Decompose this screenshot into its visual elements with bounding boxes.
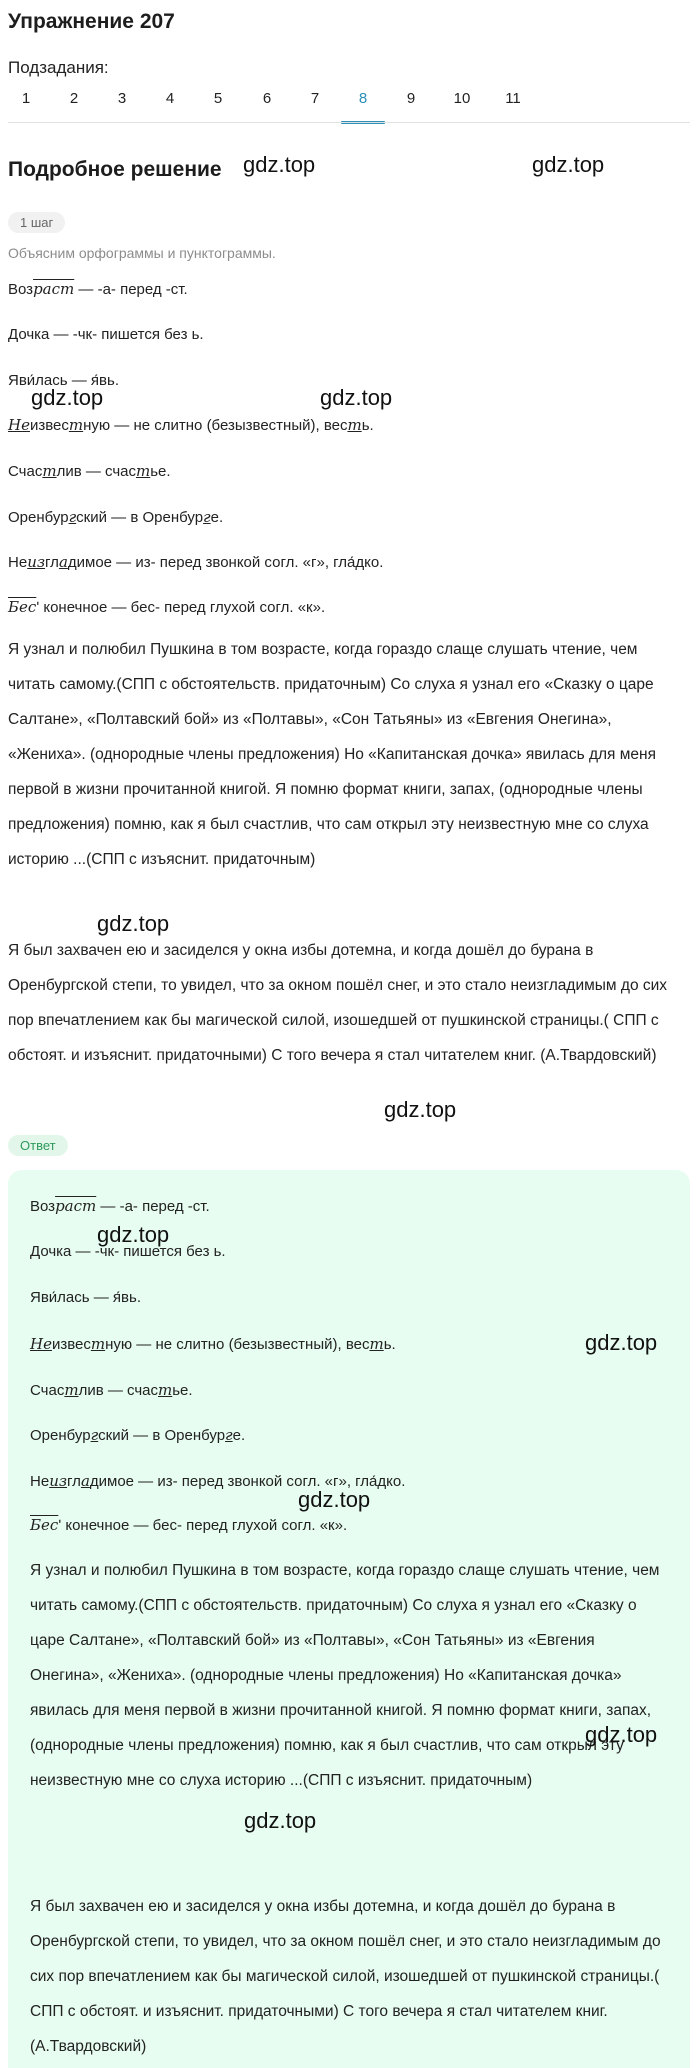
rule-line: Бесʹ конечное — бес- перед глухой согл. «к».	[30, 1516, 348, 1534]
rule-line: Оренбургский — в Оренбурге.	[8, 508, 224, 526]
rule-line: Дочка — -чк- пишется без ь.	[8, 326, 204, 343]
tab-4[interactable]: 4	[165, 90, 175, 107]
rule-line: Неизвестную — не слитно (безызвестный), весть.	[8, 416, 374, 434]
tabs-divider	[8, 122, 690, 123]
tab-6[interactable]: 6	[262, 90, 272, 107]
watermark: gdz.top	[384, 1097, 457, 1122]
rule-line: Оренбургский — в Оренбурге.	[30, 1426, 246, 1444]
rule-line: Счастлив — счастье.	[30, 1381, 193, 1399]
page-title: Упражнение 207	[8, 10, 175, 33]
watermark: gdz.top	[97, 911, 170, 936]
solution-note: Объясним орфограммы и пунктограммы.	[8, 245, 276, 261]
watermark: gdz.top	[585, 1722, 658, 1747]
tab-11[interactable]: 11	[505, 90, 521, 107]
solution-paragraph: Я был захвачен ею и засиделся у окна избы дотемна, и когда дошёл до бурана в Оренбургской степи, то увидел, что за окном пошёл снег, и это стало неизгладимым до сих пор впечатлением как бы магической силой, изошедшей от пушкинской страницы.( СПП с обстоят. и изъяснит. придаточными) С того вечера я стал читателем книг. (А.Твардовский)	[8, 942, 668, 1064]
solution-title: Подробное решение	[8, 158, 222, 181]
solution-paragraph: Я узнал и полюбил Пушкина в том возрасте, когда гораздо слаще слушать чтение, чем читать самому.(СПП с обстоятельств. придаточным) Со слуха я узнал его «Сказку о царе Салтане», «Полтавский бой» из «Полтавы», «Сон Татьяны» из «Евгения Онегина», «Жениха». (однородные члены предложения) Но «Капитанская дочка» явилась для меня первой в жизни прочитанной книгой. Я помню формат книги, запах, (однородные члены предложения) помню, как я был счастлив, что сам открыл эту неизвестную мне со слуха историю ...(СПП с изъяснит. придаточным)	[8, 641, 656, 868]
rule-line: Неизгладимое — из- перед звонкой согл. «г», гла́дко.	[8, 553, 384, 571]
tab-1[interactable]: 1	[21, 90, 31, 107]
watermark: gdz.top	[244, 1808, 317, 1833]
tab-7[interactable]: 7	[310, 90, 320, 107]
watermark: gdz.top	[585, 1330, 658, 1355]
rule-line: Яви́лась — я́вь.	[8, 372, 119, 389]
watermark: gdz.top	[97, 1222, 170, 1247]
rule-line: Неизгладимое — из- перед звонкой согл. «г», гла́дко.	[30, 1472, 406, 1490]
watermark: gdz.top	[298, 1487, 371, 1512]
watermark: gdz.top	[532, 152, 605, 177]
tab-9[interactable]: 9	[406, 90, 416, 107]
rule-line: Счастлив — счастье.	[8, 462, 171, 480]
rule-line: Неизвестную — не слитно (безызвестный), весть.	[30, 1335, 396, 1353]
watermark: gdz.top	[320, 385, 393, 410]
rule-line: Возраст — -а- перед -ст.	[30, 1197, 210, 1215]
step-badge: 1 шаг	[8, 212, 65, 233]
rule-line: Дочка — -чк- пишется без ь.	[30, 1243, 226, 1260]
tab-2[interactable]: 2	[69, 90, 79, 107]
rule-line: Возраст — -а- перед -ст.	[8, 280, 188, 298]
watermark: gdz.top	[243, 152, 316, 177]
answer-badge: Ответ	[8, 1135, 68, 1156]
answer-paragraph: Я узнал и полюбил Пушкина в том возрасте, когда гораздо слаще слушать чтение, чем читать самому.(СПП с обстоятельств. придаточным) Со слуха я узнал его «Сказку о царе Салтане», «Полтавский бой» из «Полтавы», «Сон Татьяны» из «Евгения Онегина», «Жениха». (однородные члены предложения) Но «Капитанская дочка» явилась для меня первой в жизни прочитанной книгой. Я помню формат книги, запах, (однородные члены предложения) помню, как я был счастлив, что сам открыл эту неизвестную мне со слуха историю ...(СПП с изъяснит. придаточным)	[30, 1562, 660, 1789]
tab-5[interactable]: 5	[213, 90, 223, 107]
tab-3[interactable]: 3	[117, 90, 127, 107]
tab-8[interactable]: 8	[341, 84, 385, 122]
subtask-tabs	[0, 84, 700, 124]
watermark: gdz.top	[31, 385, 104, 410]
answer-paragraph: Я был захвачен ею и засиделся у окна избы дотемна, и когда дошёл до бурана в Оренбургской степи, то увидел, что за окном пошёл снег, и это стало неизгладимым до сих пор впечатлением как бы магической силой, изошедшей от пушкинской страницы.( СПП с обстоят. и изъяснит. придаточными) С того вечера я стал читателем книг. (А.Твардовский)	[30, 1898, 661, 2055]
rule-line: Бесʹ конечное — бес- перед глухой согл. «к».	[8, 598, 326, 616]
subtasks-label: Подзадания:	[8, 58, 109, 77]
rule-line: Яви́лась — я́вь.	[30, 1289, 141, 1306]
tab-10[interactable]: 10	[453, 90, 471, 107]
